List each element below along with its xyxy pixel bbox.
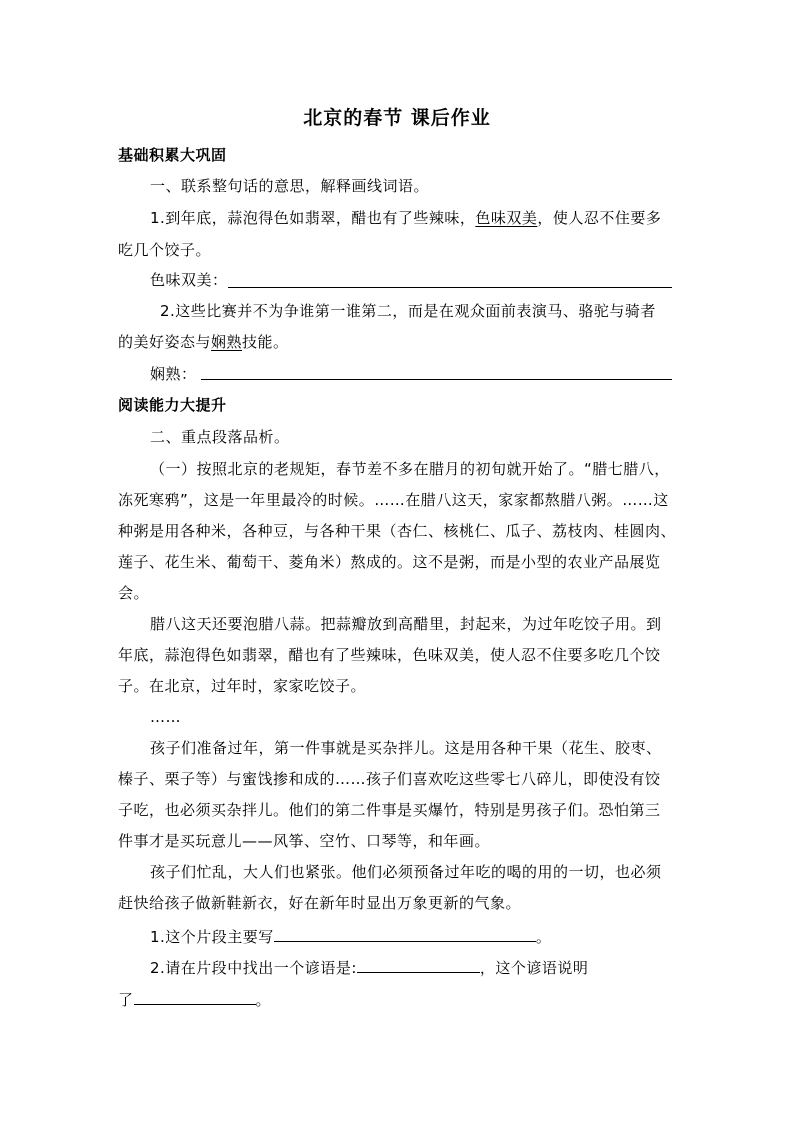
item-2-line-1: 2.这些比赛并不为争谁第一谁第二，而是在观众面前表演马、骆驼与骑者: [160, 302, 656, 320]
para-3-line-4: 件事才是买玩意儿——风筝、空竹、口琴等，和年画。: [118, 832, 491, 850]
para-2-line-3: 子。在北京，过年时，家家吃饺子。: [118, 677, 367, 695]
sub-question-2-blank-1[interactable]: [357, 957, 480, 973]
sub-question-1: [150, 926, 551, 947]
sub-question-2-text: 2.请在片段中找出一个谚语是:: [150, 959, 357, 977]
para-1-line-2: 冻死寒鸦”，这是一年里最冷的时候。……在腊八这天，家家都熬腊八粥。……这: [118, 491, 669, 509]
sub-question-2-end: 。: [255, 991, 272, 1009]
item-2-underlined-word: 娴熟: [211, 333, 243, 351]
item-1-line-2: 吃几个饺子。: [118, 241, 212, 259]
item-2-text-c: 技能。: [242, 333, 289, 351]
para-1-line-3: 种粥是用各种米，各种豆，与各种干果（杏仁、核桃仁、瓜子、荔枝肉、桂圆肉、: [118, 522, 677, 540]
question-1-prompt: 一、联系整句话的意思，解释画线词语。: [150, 177, 430, 195]
answer-1-blank[interactable]: [228, 287, 672, 288]
ellipsis: ……: [150, 708, 181, 726]
para-2-line-2: 年底，蒜泡得色如翡翠，醋也有了些辣味，色味双美，使人忍不住要多吃几个饺: [118, 646, 661, 664]
item-1-underlined-word: 色味双美: [475, 209, 538, 227]
para-4-line-1: 孩子们忙乱，大人们也紧张。他们必须预备过年吃的喝的用的一切，也必须: [150, 863, 662, 881]
item-2-text-b: 的美好姿态与: [118, 333, 212, 351]
item-2-line-2: [118, 332, 289, 352]
para-3-line-1: 孩子们准备过年，第一件事就是买杂拌儿。这是用各种干果（花生、胶枣、: [150, 739, 662, 757]
sub-question-2-text-b: ，这个谚语说明: [479, 959, 589, 977]
section-heading-basics: 基础积累大巩固: [118, 146, 227, 164]
sub-question-2-line-2: [118, 989, 271, 1010]
sub-question-1-end: 。: [535, 928, 552, 946]
page-title: 北京的春节 课后作业: [303, 107, 491, 129]
sub-question-1-blank[interactable]: [274, 926, 536, 942]
sub-question-1-text: 1.这个片段主要写: [150, 928, 274, 946]
sub-question-2-blank-2[interactable]: [134, 989, 256, 1005]
item-1-line-1: [150, 208, 661, 228]
para-3-line-2: 榛子、栗子等）与蜜饯掺和成的……孩子们喜欢吃这些零七八碎儿，即使没有饺: [118, 770, 661, 788]
para-3-line-3: 子吃，也必须买杂拌儿。他们的第二件事是买爆竹，特别是男孩子们。恐怕第三: [118, 801, 661, 819]
para-1-line-4: 莲子、花生米、葡萄干、菱角米）熬成的。这不是粥，而是小型的农业产品展览: [118, 553, 661, 571]
answer-1-label: 色味双美：: [150, 271, 228, 289]
para-4-line-2: 赶快给孩子做新鞋新衣，好在新年时显出万象更新的气象。: [118, 894, 522, 912]
para-1-line-5: 会。: [118, 584, 150, 602]
answer-2-blank[interactable]: [201, 379, 672, 380]
para-2-line-1: 腊八这天还要泡腊八蒜。把蒜瓣放到高醋里，封起来，为过年吃饺子用。到: [150, 615, 662, 633]
para-1-line-1: （一）按照北京的老规矩，春节差不多在腊月的初旬就开始了。“腊七腊八，: [150, 460, 670, 478]
sub-question-2-line-1: [150, 957, 588, 978]
answer-2-label: 娴熟：: [150, 365, 197, 383]
section-heading-reading: 阅读能力大提升: [118, 396, 227, 414]
item-1-text-b: ，使人忍不住要多: [537, 209, 662, 227]
item-1-text-a: 1.到年底，蒜泡得色如翡翠，醋也有了些辣味，: [150, 209, 476, 227]
question-2-prompt: 二、重点段落品析。: [150, 428, 290, 446]
sub-question-2-text-c: 了: [118, 991, 134, 1009]
